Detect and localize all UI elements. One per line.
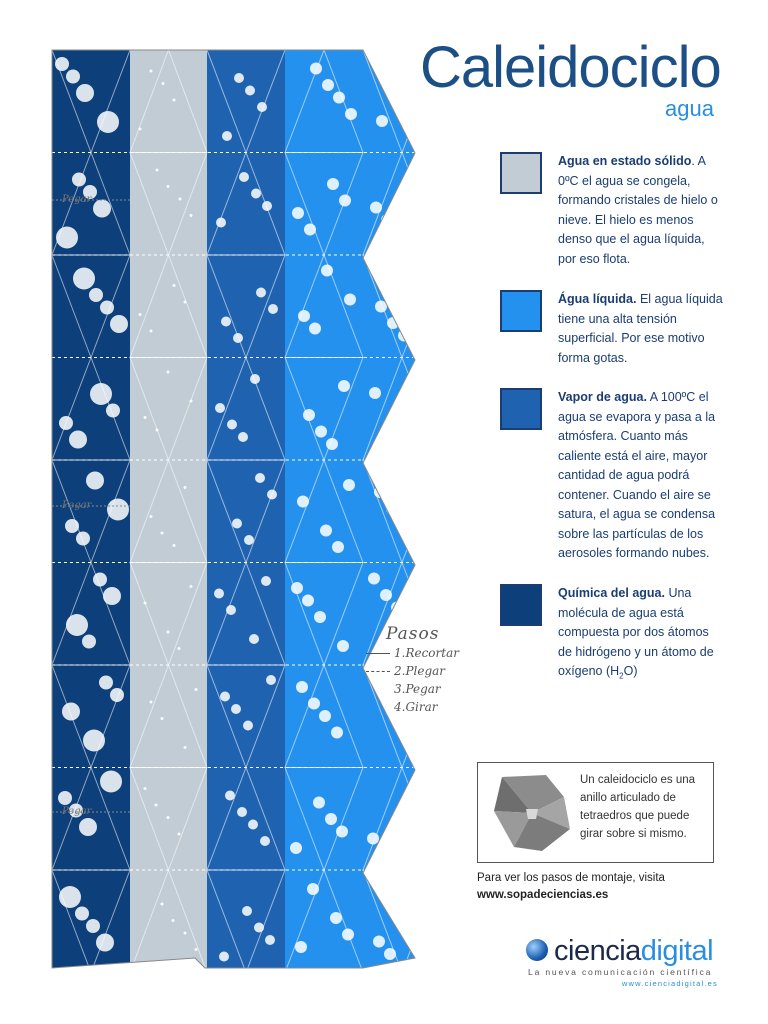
drop-mark — [387, 317, 399, 329]
cienciadigital-logo — [524, 934, 724, 994]
cloud-mark — [225, 791, 235, 801]
snowflake-mark — [195, 688, 198, 691]
cloud-mark — [255, 473, 265, 483]
net-triangle — [285, 973, 363, 1001]
bubble-mark — [73, 268, 95, 290]
cloud-mark — [216, 218, 226, 228]
drop-mark — [304, 224, 316, 236]
steps-title: Pasos — [386, 624, 440, 644]
drop-mark — [331, 727, 343, 739]
step-fold: 2.Plegar — [366, 662, 476, 680]
bubble-mark — [96, 934, 114, 952]
bubble-mark — [86, 919, 100, 933]
bubble-mark — [100, 301, 114, 315]
snowflake-mark — [144, 787, 147, 790]
bubble-mark — [86, 472, 104, 490]
bubble-mark — [110, 688, 124, 702]
drop-mark — [339, 195, 351, 207]
drop-mark — [309, 323, 321, 335]
visit-text — [477, 870, 737, 904]
cloud-mark — [221, 317, 231, 327]
drop-mark — [337, 640, 349, 652]
snowflake-mark — [161, 532, 164, 535]
cloud-mark — [260, 836, 270, 846]
item-liquid-body: El agua líquida tiene una alta tensión superficial. Por ese motivo forma gotas. — [558, 292, 723, 365]
step-glue: 3.Pegar — [394, 682, 441, 696]
drop-mark — [326, 438, 338, 450]
snowflake-mark — [167, 371, 170, 374]
drop-mark — [369, 387, 381, 399]
cloud-mark — [261, 576, 271, 586]
drop-mark — [376, 115, 388, 127]
snowflake-mark — [184, 932, 187, 935]
drop-mark — [312, 982, 324, 994]
snowflake-mark — [167, 185, 170, 188]
cloud-mark — [220, 692, 230, 702]
snowflake-mark — [139, 128, 142, 131]
drop-mark — [384, 948, 396, 960]
drop-mark — [321, 265, 333, 277]
bubble-mark — [90, 383, 112, 405]
snowflake-mark — [172, 919, 175, 922]
page-subtitle: agua — [665, 96, 714, 121]
snowflake-mark — [167, 631, 170, 634]
bubble-mark — [76, 84, 94, 102]
bubble-mark — [62, 703, 80, 721]
drop-mark — [310, 63, 322, 75]
item-chemistry-head: Química del agua. — [558, 586, 665, 600]
item-ice-head: Agua en estado sólido — [558, 154, 692, 168]
net-triangle — [130, 973, 207, 1001]
bubble-mark — [72, 173, 86, 187]
snowflake-mark — [144, 602, 147, 605]
page-title: Caleidociclo — [420, 35, 721, 100]
item-vapor-text — [558, 388, 726, 564]
snowflake-mark — [190, 585, 193, 588]
bubble-mark — [93, 573, 107, 587]
snowflake-mark — [173, 284, 176, 287]
snowflake-mark — [155, 989, 158, 992]
cloud-mark — [237, 807, 247, 817]
info-text: Un caleidociclo es una anillo articulado de tetraedros que puede girar sobre si mismo. — [580, 774, 696, 840]
drop-mark — [393, 231, 405, 243]
cloud-mark — [239, 172, 249, 182]
drop-mark — [399, 70, 411, 82]
drop-mark — [410, 272, 422, 284]
cloud-mark — [231, 704, 241, 714]
drop-mark — [409, 532, 421, 544]
ice-swatch — [500, 152, 542, 194]
bubble-mark — [100, 771, 122, 793]
drop-mark — [392, 416, 404, 428]
drop-mark — [327, 178, 339, 190]
drop-mark — [296, 681, 308, 693]
bubble-mark — [89, 288, 103, 302]
snowflake-mark — [162, 82, 165, 85]
drop-mark — [290, 842, 302, 854]
bubble-mark — [59, 886, 81, 908]
liquid-swatch — [500, 290, 542, 332]
drop-mark — [325, 813, 337, 825]
cloud-mark — [234, 73, 244, 83]
snowflake-mark — [184, 301, 187, 304]
drop-mark — [302, 595, 314, 607]
snowflake-mark — [155, 804, 158, 807]
drop-mark — [303, 409, 315, 421]
vapor-swatch — [500, 388, 542, 430]
item-chemistry-text — [558, 584, 726, 686]
snowflake-mark — [195, 948, 198, 951]
cloud-mark — [243, 721, 253, 731]
drop-mark — [408, 717, 420, 729]
chemistry-swatch — [500, 584, 542, 626]
step-cut: 1.Recortar — [366, 644, 476, 662]
snowflake-mark — [173, 544, 176, 547]
snowflake-mark — [190, 214, 193, 217]
cloud-mark — [250, 374, 260, 384]
visit-link[interactable]: www.sopadeciencias.es — [477, 889, 609, 901]
item-chemistry-subscript: 2 — [619, 671, 624, 681]
snowflake-mark — [150, 330, 153, 333]
item-ice-text — [558, 152, 726, 269]
snowflake-mark — [161, 717, 164, 720]
drop-mark — [297, 496, 309, 508]
drop-mark — [379, 849, 391, 861]
drop-mark — [368, 573, 380, 585]
item-vapor-head: Vapor de agua. — [558, 390, 647, 404]
bubble-mark — [107, 499, 129, 521]
drop-mark — [319, 710, 331, 722]
drop-mark — [320, 525, 332, 537]
cloud-mark — [251, 189, 261, 199]
drop-mark — [398, 330, 410, 342]
bubble-mark — [59, 416, 73, 430]
bubble-mark — [76, 532, 90, 546]
cloud-mark — [226, 605, 236, 615]
drop-mark — [295, 941, 307, 953]
cloud-mark — [266, 675, 276, 685]
snowflake-mark — [161, 903, 164, 906]
snowflake-mark — [173, 99, 176, 102]
cloud-mark — [215, 403, 225, 413]
net-triangle — [52, 973, 130, 1001]
drop-mark — [298, 310, 310, 322]
info-box — [477, 762, 714, 863]
cloud-mark — [267, 490, 277, 500]
bubble-mark — [110, 315, 128, 333]
cloud-mark — [265, 935, 275, 945]
bubble-mark — [99, 676, 113, 690]
net-triangle — [363, 973, 430, 1001]
bubble-mark — [103, 587, 121, 605]
item-vapor — [500, 388, 730, 568]
drop-mark — [343, 479, 355, 491]
bubble-mark — [58, 791, 72, 805]
item-liquid-head: Água líquida. — [558, 292, 637, 306]
snowflake-mark — [179, 198, 182, 201]
snowflake-mark — [139, 313, 142, 316]
snowflake-mark — [144, 416, 147, 419]
drop-mark — [314, 611, 326, 623]
glue-label: Pegar — [62, 806, 92, 817]
bubble-mark — [66, 70, 80, 84]
drop-mark — [414, 820, 426, 832]
drop-mark — [416, 185, 428, 197]
bubble-mark — [82, 635, 96, 649]
step-turn: 4.Girar — [394, 700, 438, 714]
cloud-mark — [254, 923, 264, 933]
drop-mark — [291, 582, 303, 594]
cloud-mark — [219, 952, 229, 962]
cloud-mark — [244, 535, 254, 545]
drop-mark — [401, 989, 413, 1000]
drop-mark — [402, 804, 414, 816]
snowflake-mark — [184, 486, 187, 489]
kaleidocycle-illustration — [484, 771, 576, 855]
logo-tagline: La nueva comunicación científica — [528, 967, 713, 977]
drop-mark — [324, 999, 336, 1001]
item-chemistry-body: Una molécula de agua está compuesta por dos átomos de hidrógeno y un átomo de oxígeno (H — [558, 586, 714, 678]
cloud-mark — [256, 288, 266, 298]
drop-mark — [344, 294, 356, 306]
steps-panel — [366, 624, 476, 716]
cloud-mark — [248, 820, 258, 830]
cloud-mark — [232, 519, 242, 529]
drop-mark — [381, 214, 393, 226]
drop-mark — [380, 589, 392, 601]
drop-mark — [307, 883, 319, 895]
bubble-mark — [93, 200, 111, 218]
item-ice — [500, 152, 730, 266]
drop-mark — [330, 912, 342, 924]
drop-mark — [391, 602, 403, 614]
drop-mark — [370, 202, 382, 214]
item-liquid — [500, 290, 730, 370]
snowflake-mark — [156, 169, 159, 172]
drop-mark — [421, 474, 430, 486]
item-chemistry — [500, 584, 730, 684]
cloud-mark — [242, 906, 252, 916]
logo-word: cienciadigital — [554, 935, 714, 967]
snowflake-mark — [150, 515, 153, 518]
drop-mark — [313, 797, 325, 809]
snowflake-mark — [167, 816, 170, 819]
drop-mark — [338, 380, 350, 392]
bubble-mark — [75, 907, 89, 921]
cloud-mark — [227, 420, 237, 430]
drop-mark — [422, 99, 430, 111]
drop-mark — [336, 826, 348, 838]
cloud-mark — [233, 333, 243, 343]
snowflake-mark — [178, 647, 181, 650]
bubble-mark — [79, 818, 97, 836]
cloud-mark — [245, 86, 255, 96]
globe-icon — [526, 939, 548, 961]
drop-mark — [292, 207, 304, 219]
drop-mark — [322, 79, 334, 91]
glue-label: Pegar — [62, 500, 92, 511]
drop-mark — [332, 541, 344, 553]
drop-mark — [396, 890, 408, 902]
bubble-mark — [83, 730, 105, 752]
bubble-mark — [65, 519, 79, 533]
drop-mark — [404, 433, 416, 445]
drop-mark — [345, 108, 357, 120]
drop-mark — [367, 833, 379, 845]
drop-mark — [315, 426, 327, 438]
drop-mark — [419, 919, 430, 931]
bubble-mark — [106, 404, 120, 418]
item-ice-body: . A 0ºC el agua se congela, formando cristales de hielo o nieve. El hielo es menos denso que el agua líquida, por eso flota. — [558, 154, 718, 266]
cloud-mark — [268, 304, 278, 314]
snowflake-mark — [178, 833, 181, 836]
snowflake-mark — [190, 400, 193, 403]
logo-url[interactable]: www.cienciadigital.es — [621, 979, 718, 988]
drop-mark — [415, 371, 427, 383]
bubble-mark — [55, 57, 69, 71]
cloud-mark — [214, 589, 224, 599]
item-chemistry-tail: O) — [623, 664, 638, 678]
bubble-mark — [69, 431, 87, 449]
item-liquid-text — [558, 290, 726, 368]
net-triangle — [207, 973, 285, 1001]
drop-mark — [342, 929, 354, 941]
cloud-mark — [238, 432, 248, 442]
snowflake-mark — [150, 70, 153, 73]
drop-mark — [373, 936, 385, 948]
drop-mark — [333, 92, 345, 104]
drop-mark — [308, 698, 320, 710]
bubble-mark — [56, 227, 78, 249]
snowflake-mark — [184, 746, 187, 749]
snowflake-mark — [150, 701, 153, 704]
item-vapor-body: A 100ºC el agua se evapora y pasa a la atmósfera. Cuanto más caliente está el aire, mayor cantidad de agua podrá contener. Cuando el aire se satura, el agua se condensa sobre las partículas de los aerosoles formando nubes. — [558, 390, 716, 560]
cloud-mark — [257, 102, 267, 112]
bubble-mark — [66, 614, 88, 636]
cloud-mark — [236, 993, 246, 1001]
bubble-mark — [97, 111, 119, 133]
snowflake-mark — [156, 429, 159, 432]
drop-mark — [420, 734, 430, 746]
cloud-mark — [262, 201, 272, 211]
cloud-mark — [249, 634, 259, 644]
glue-label: Pegar — [62, 194, 92, 205]
visit-prefix: Para ver los pasos de montaje, visita — [477, 872, 665, 884]
cloud-mark — [222, 131, 232, 141]
